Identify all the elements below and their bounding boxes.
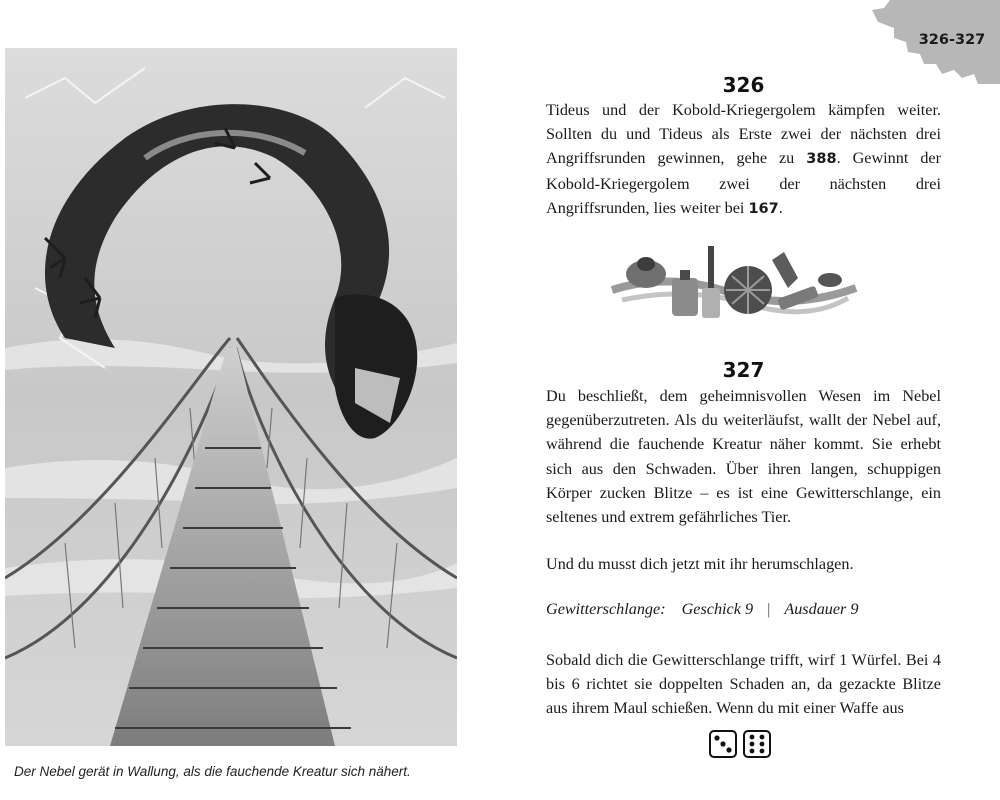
goto-link-167[interactable]: 167	[748, 200, 779, 217]
illustration-caption: Der Nebel gerät in Wallung, als die fauchende Kreatur sich nähert.	[14, 764, 411, 779]
thunder-serpent-bridge-illustration	[5, 48, 457, 746]
entry-326-text-part2: . Gewinnt der Kobold-Kriegergolem zwei der nächsten drei Angriffsrunden, lies weiter bei	[546, 149, 941, 217]
enemy-skill: Geschick 9	[681, 600, 754, 618]
entry-327-paragraph-2: Und du musst dich jetzt mit ihr herumschlagen.	[546, 555, 854, 573]
entry-327-paragraph-1: Du beschließt, dem geheimnisvollen Wesen im Nebel gegenüberzutreten. Als du weiterläufst, wallt der Nebel auf, während die fauchende Kreatur näher kommt. Sie erhebt sich aus den Schwaden. Über ihren langen, schuppigen Körper zucken Blitze – es ist eine Gewitterschlange, ein seltenes und extrem gefährliches Tier.	[546, 387, 941, 527]
treasure-items-vignette	[608, 238, 860, 330]
entry-327-paragraph-3: Sobald dich die Gewitterschlange trifft, wirf 1 Würfel. Bei 4 bis 6 richtet sie doppelten Schaden an, da gezackte Blitze aus ihrem Maul schießen. Wenn du mit einer Waffe aus	[546, 651, 941, 718]
enemy-name: Gewitterschlange:	[546, 600, 666, 618]
enemy-stats-line	[546, 600, 941, 619]
die-three-icon	[709, 730, 737, 758]
entry-326-text-end: .	[778, 198, 783, 217]
enemy-stamina: Ausdauer 9	[784, 600, 859, 618]
entry-326-text	[546, 98, 941, 221]
stats-separator: |	[767, 600, 771, 618]
page-range-label: 326-327	[918, 32, 986, 48]
entry-326-text-part1: Tideus und der Kobold-Kriegergolem kämpfen weiter. Sollten du und Tideus als Erste zwei der nächsten drei Angriffsrunden gewinnen, gehe zu	[546, 101, 941, 168]
die-six-icon	[743, 730, 771, 758]
goto-link-388[interactable]: 388	[806, 151, 837, 168]
dice-icons	[709, 730, 771, 758]
entry-number-327: 327	[722, 358, 765, 382]
entry-number-326: 326	[722, 73, 765, 97]
